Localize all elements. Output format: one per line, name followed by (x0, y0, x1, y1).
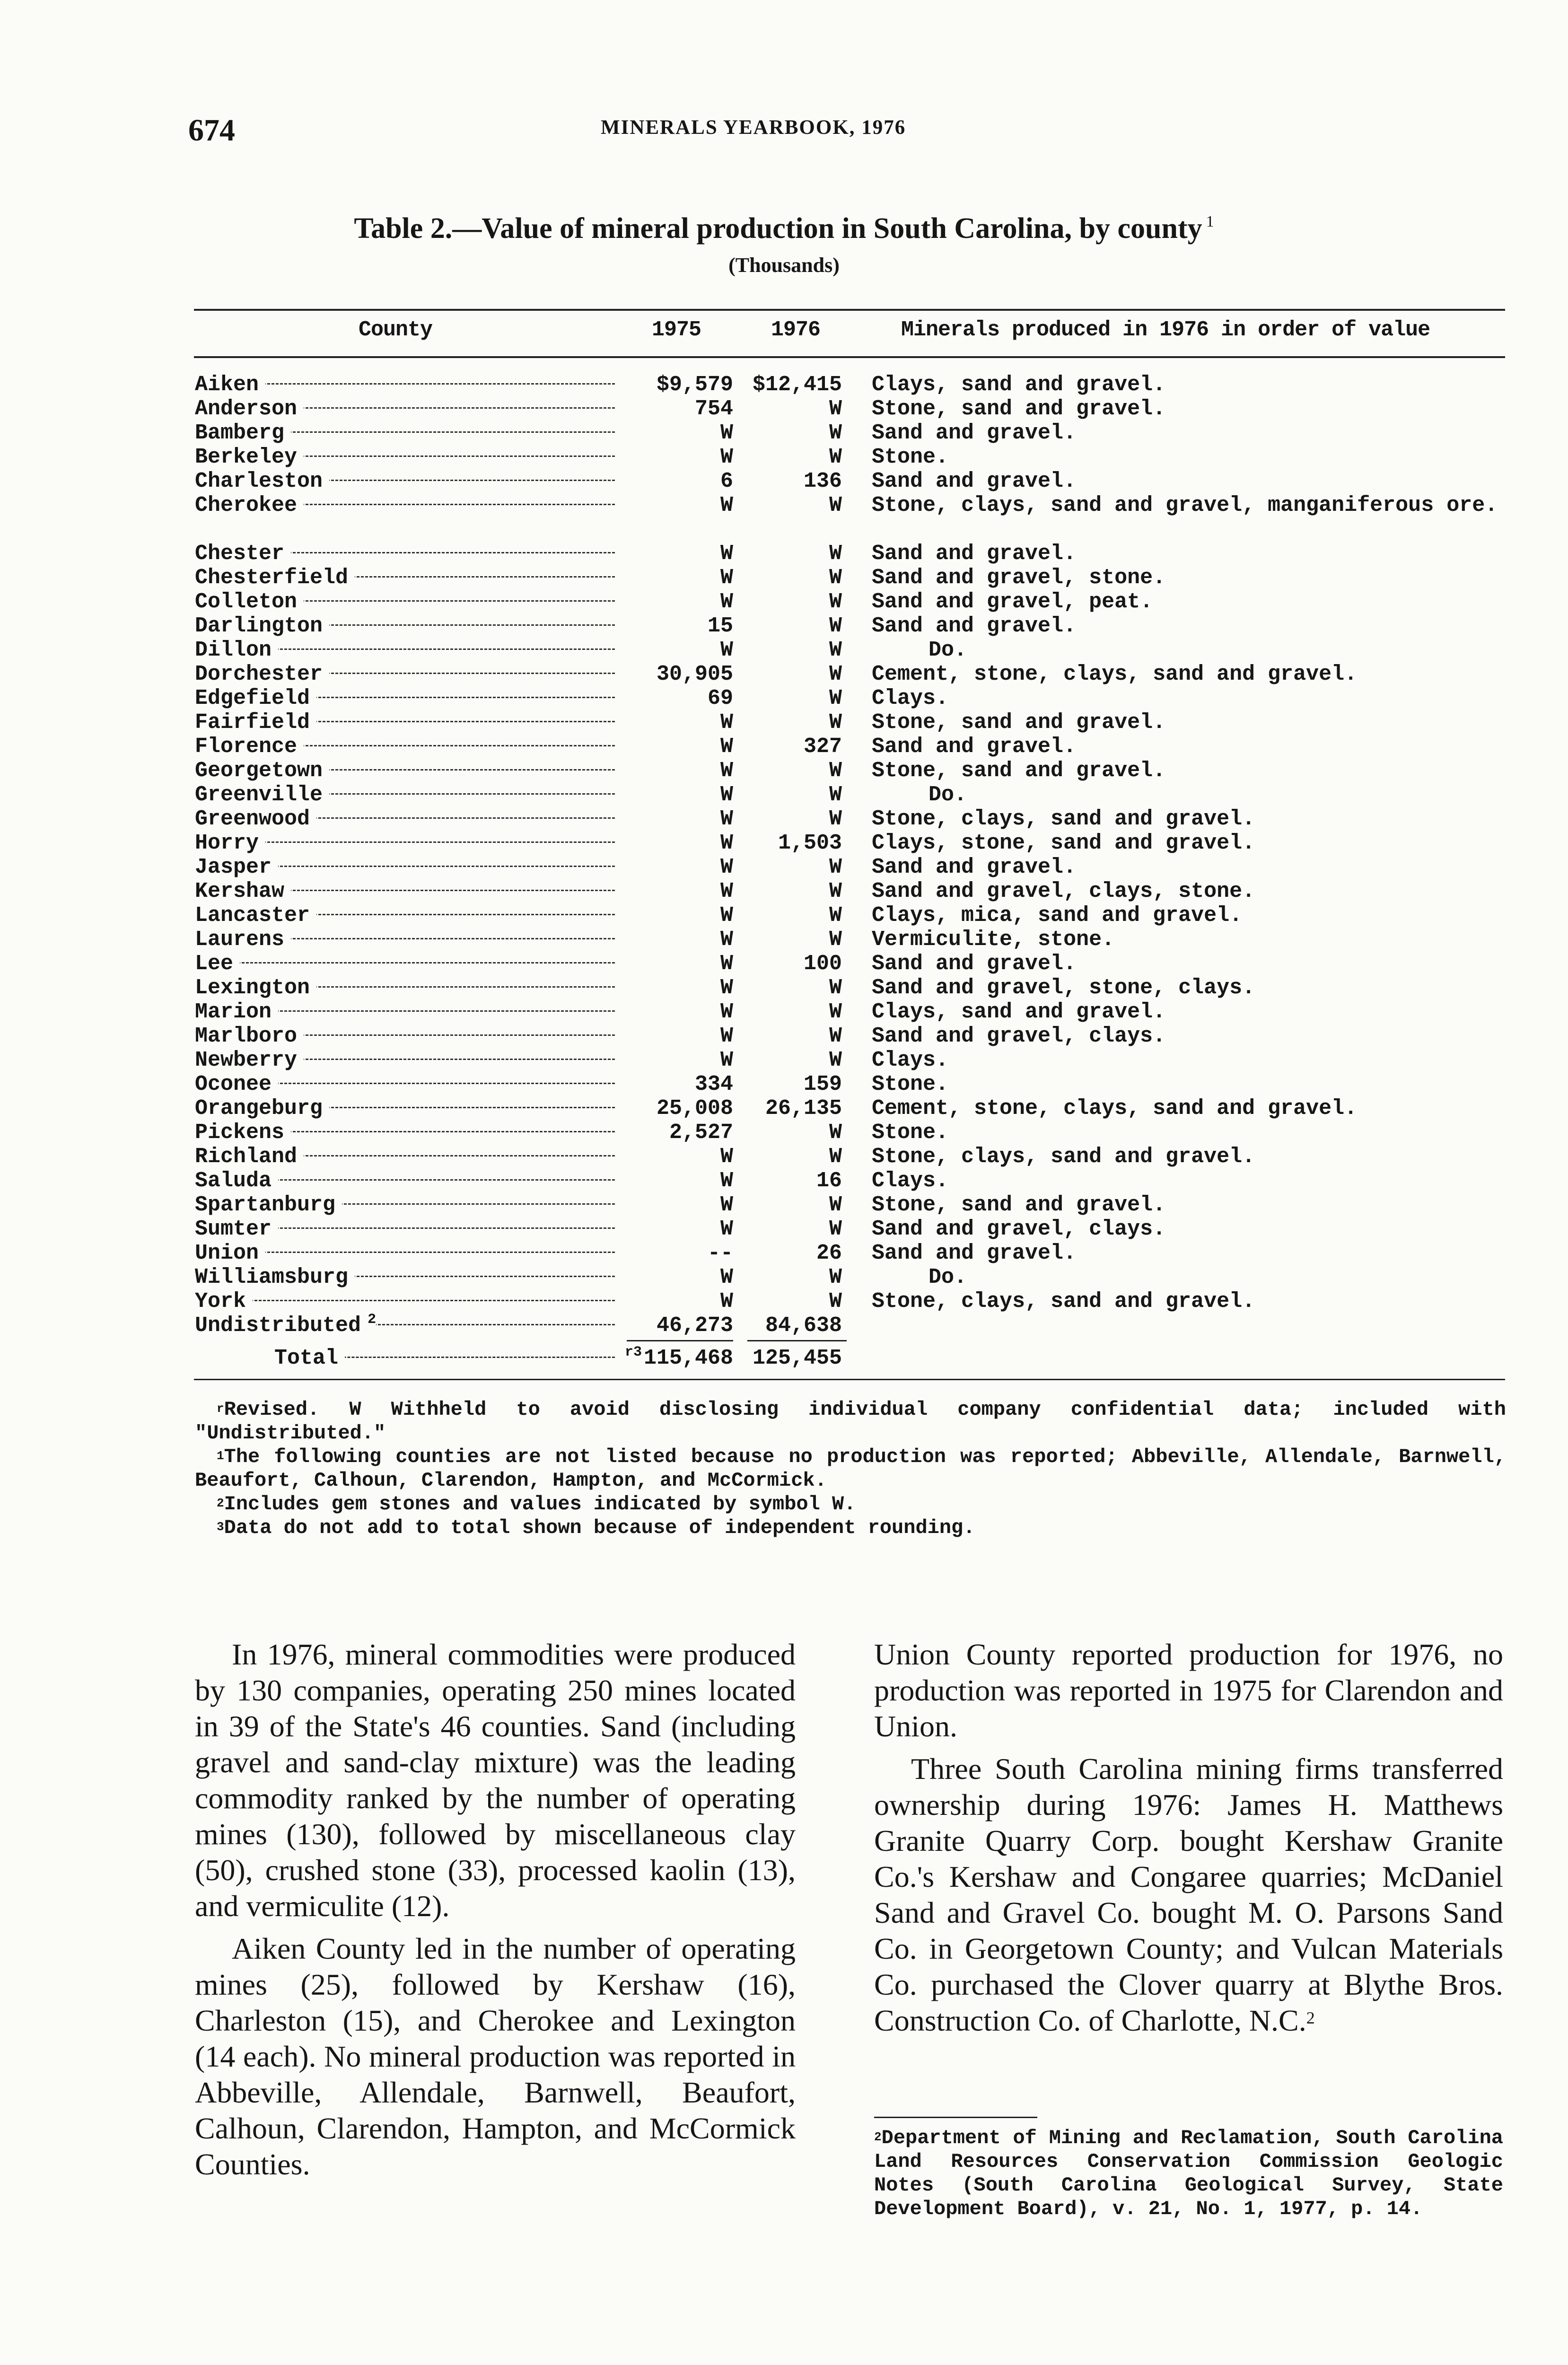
cell-1976: W (829, 855, 842, 879)
cell-1976: W (829, 614, 842, 638)
cell-minerals: Sand and gravel. (872, 855, 1077, 879)
cell-1975: W (720, 735, 733, 759)
cell-1976: 84,638 (765, 1314, 842, 1338)
cell-county: Lee (195, 952, 240, 976)
table-row (0, 783, 1568, 807)
table-row (0, 735, 1568, 759)
cell-1975: W (720, 807, 733, 831)
body-paragraph: Union County reported production for 1976, no production was reported in 1975 for Clarendon and Union. (874, 1638, 1503, 1743)
table-row (0, 1314, 1568, 1338)
body-column-left (195, 1637, 796, 2189)
text-footnote (874, 2126, 1503, 2221)
cell-county: Chesterfield (195, 566, 355, 590)
cell-minerals: Sand and gravel. (872, 421, 1077, 445)
cell-1976: 26 (816, 1241, 842, 1265)
cell-1975: W (720, 759, 733, 783)
cell-county: Williamsburg (195, 1265, 355, 1289)
cell-county: Oconee (195, 1072, 278, 1096)
cell-1975: W (720, 1024, 733, 1048)
cell-1976: W (829, 662, 842, 686)
footnote-mark: 2 (217, 1496, 224, 1510)
cell-county: Chester (195, 542, 291, 566)
table-row (0, 662, 1568, 686)
cell-1976: W (829, 686, 842, 710)
cell-1975: 25,008 (656, 1096, 733, 1121)
footnote-text: Revised. W Withheld to avoid disclosing individual company confidential data; included with "Undistributed." (195, 1398, 1506, 1445)
cell-minerals: Sand and gravel. (872, 614, 1077, 638)
table-row (0, 566, 1568, 590)
cell-minerals: Sand and gravel, clays. (872, 1024, 1166, 1048)
cell-county: Cherokee (195, 493, 304, 517)
cell-1976: W (829, 421, 842, 445)
table-row (0, 1169, 1568, 1193)
cell-1975: W (720, 1169, 733, 1193)
table-subtitle: (Thousands) (728, 254, 840, 277)
cell-minerals: Do. (929, 638, 967, 662)
cell-1976: W (829, 903, 842, 928)
cell-county: Lexington (195, 976, 316, 1000)
cell-county: Georgetown (195, 759, 329, 783)
cell-county: Lancaster (195, 903, 316, 928)
cell-1975: W (720, 638, 733, 662)
total-1976: 125,455 (752, 1346, 842, 1370)
cell-1975: $9,579 (656, 373, 733, 397)
table-row (0, 928, 1568, 952)
table-row (0, 373, 1568, 397)
cell-county: Fairfield (195, 710, 316, 735)
cell-1975: W (720, 976, 733, 1000)
cell-county: Dorchester (195, 662, 329, 686)
table-row (0, 710, 1568, 735)
total-rule-1976 (747, 1340, 847, 1341)
cell-1975: W (720, 903, 733, 928)
cell-minerals: Stone, sand and gravel. (872, 710, 1166, 735)
cell-1975: W (720, 831, 733, 855)
cell-county: Newberry (195, 1048, 304, 1072)
cell-1976: W (829, 976, 842, 1000)
cell-1976: W (829, 928, 842, 952)
total-rule-1975 (627, 1340, 733, 1341)
footnote-text: The following counties are not listed because no production was reported; Abbeville, Allendale, Barnwell, Beaufort, Calhoun, Clarendon, Hampton, and McCormick. (195, 1445, 1506, 1492)
table-footnote (195, 1398, 1506, 1445)
cell-minerals: Stone, sand and gravel. (872, 759, 1166, 783)
cell-1976: 1,503 (778, 831, 842, 855)
cell-county: Anderson (195, 397, 304, 421)
cell-minerals: Sand and gravel, clays. (872, 1217, 1166, 1241)
cell-1976: 159 (803, 1072, 842, 1096)
cell-1976: W (829, 566, 842, 590)
cell-1975: W (720, 1289, 733, 1314)
cell-minerals: Clays. (872, 1048, 949, 1072)
cell-county: York (195, 1289, 253, 1314)
cell-minerals: Sand and gravel. (872, 469, 1077, 493)
table-row (0, 686, 1568, 710)
cell-county: Spartanburg (195, 1193, 342, 1217)
table-title-text: Table 2.—Value of mineral production in South Carolina, by county (354, 212, 1202, 245)
cell-1976: W (829, 1000, 842, 1024)
cell-1976: W (829, 759, 842, 783)
cell-county: Horry (195, 831, 265, 855)
cell-1976: 100 (803, 952, 842, 976)
cell-county: Pickens (195, 1121, 291, 1145)
cell-county: Saluda (195, 1169, 278, 1193)
cell-1975: W (720, 542, 733, 566)
cell-county: Marlboro (195, 1024, 304, 1048)
cell-1976: $12,415 (752, 373, 842, 397)
cell-minerals: Clays, mica, sand and gravel. (872, 903, 1243, 928)
page-number: 674 (188, 113, 235, 148)
cell-county: Union (195, 1241, 265, 1265)
footnote-reference: 2 (1306, 2008, 1315, 2027)
table-row (0, 831, 1568, 855)
cell-minerals: Stone, clays, sand and gravel. (872, 807, 1255, 831)
cell-minerals: Do. (929, 1265, 967, 1289)
table-row (0, 1121, 1568, 1145)
column-header-county: County (359, 318, 433, 342)
cell-minerals: Stone, sand and gravel. (872, 1193, 1166, 1217)
footnote-text: Department of Mining and Reclamation, South Carolina Land Resources Conservation Commission Geologic Notes (South Carolina Geological Survey, State Development Board), v. 21, No. 1, 1977, p. 14. (874, 2127, 1503, 2220)
table-title-footnote-mark: 1 (1206, 213, 1214, 230)
body-paragraph: In 1976, mineral commodities were produced by 130 companies, operating 250 mines located in 39 of the State's 46 counties. Sand (including gravel and sand-clay mixture) was the leading commodity ranked by the number of operating mines (130), followed by miscellaneous clay (50), crushed stone (33), processed kaolin (13), and vermiculite (12). (195, 1638, 796, 1923)
cell-county: Greenwood (195, 807, 316, 831)
table-bottom-rule (194, 1379, 1505, 1380)
cell-1976: W (829, 710, 842, 735)
cell-county: Florence (195, 735, 304, 759)
table-row (0, 1024, 1568, 1048)
leader-dots (195, 952, 615, 976)
cell-1976: W (829, 783, 842, 807)
cell-1976: 327 (803, 735, 842, 759)
column-header-minerals: Minerals produced in 1976 in order of value (901, 318, 1430, 342)
cell-1976: W (829, 1217, 842, 1241)
cell-minerals: Cement, stone, clays, sand and gravel. (872, 662, 1358, 686)
cell-1975: W (720, 952, 733, 976)
column-header-1975: 1975 (652, 318, 701, 342)
footnote-mark: 2 (874, 2130, 882, 2144)
table-top-rule (194, 309, 1505, 311)
cell-county: Darlington (195, 614, 329, 638)
table-row (0, 638, 1568, 662)
cell-minerals: Stone, sand and gravel. (872, 397, 1166, 421)
table-footnote (195, 1445, 1506, 1492)
cell-1975: W (720, 1265, 733, 1289)
cell-1975: 46,273 (656, 1314, 733, 1338)
cell-1975: W (720, 421, 733, 445)
cell-county: Charleston (195, 469, 329, 493)
cell-1976: W (829, 445, 842, 469)
cell-county: Edgefield (195, 686, 316, 710)
cell-1976: 26,135 (765, 1096, 842, 1121)
cell-1975: 754 (694, 397, 733, 421)
table-row (0, 493, 1568, 517)
cell-minerals: Sand and gravel. (872, 952, 1077, 976)
cell-county: Berkeley (195, 445, 304, 469)
cell-minerals: Sand and gravel, clays, stone. (872, 879, 1255, 903)
cell-1975: W (720, 879, 733, 903)
cell-1976: W (829, 1048, 842, 1072)
table-row (0, 397, 1568, 421)
cell-minerals: Stone. (872, 1072, 949, 1096)
cell-1975: W (720, 1048, 733, 1072)
cell-1976: W (829, 638, 842, 662)
cell-1975: W (720, 493, 733, 517)
table-header-rule (194, 356, 1505, 358)
cell-1975: -- (707, 1241, 733, 1265)
body-paragraph (874, 1751, 1503, 2039)
table-row (0, 976, 1568, 1000)
cell-1975: 6 (720, 469, 733, 493)
cell-1976: W (829, 397, 842, 421)
cell-minerals: Stone, clays, sand and gravel. (872, 1145, 1255, 1169)
cell-1976: W (829, 807, 842, 831)
cell-1975: 30,905 (656, 662, 733, 686)
table-row (0, 879, 1568, 903)
cell-1975: 2,527 (669, 1121, 733, 1145)
table-row (0, 903, 1568, 928)
cell-minerals: Clays. (872, 1169, 949, 1193)
table-footnote (195, 1516, 1506, 1540)
cell-1976: W (829, 1121, 842, 1145)
table-title (0, 212, 1568, 245)
table-row (0, 1096, 1568, 1121)
cell-1975: W (720, 855, 733, 879)
leader-dots (195, 1289, 615, 1314)
body-paragraph: Aiken County led in the number of operating mines (25), followed by Kershaw (16), Charleston (15), and Cherokee and Lexington (14 each). No mineral production was reported in Abbeville, Allendale, Barnwell, Beaufort, Calhoun, Clarendon, Hampton, and McCormick Counties. (195, 1932, 796, 2181)
table-footnote (195, 1492, 1506, 1516)
table-row (0, 1265, 1568, 1289)
cell-minerals: Sand and gravel. (872, 735, 1077, 759)
table-row (0, 1048, 1568, 1072)
body-paragraph-text: Three South Carolina mining firms transferred ownership during 1976: James H. Matthews Granite Quarry Corp. bought Kershaw Granite Co.'s Kershaw and Congaree quarries; McDaniel Sand and Gravel Co. bought M. O. Parsons Sand Co. in Georgetown County; and Vulcan Materials Co. purchased the Clover quarry at Blythe Bros. Construction Co. of Charlotte, N.C. (874, 1752, 1503, 2037)
cell-minerals: Cement, stone, clays, sand and gravel. (872, 1096, 1358, 1121)
cell-county: Undistributed $^2$ (195, 1312, 377, 1338)
cell-minerals: Stone. (872, 445, 949, 469)
body-column-right (874, 1637, 1503, 2045)
cell-1975: 334 (694, 1072, 733, 1096)
table-row (0, 855, 1568, 879)
table-row (0, 1289, 1568, 1314)
cell-1975: 15 (707, 614, 733, 638)
footnote-text: Includes gem stones and values indicated by symbol W. (224, 1493, 856, 1515)
cell-minerals: Clays, stone, sand and gravel. (872, 831, 1255, 855)
table-footnotes (195, 1398, 1506, 1540)
cell-1975: W (720, 1193, 733, 1217)
cell-county: Marion (195, 1000, 278, 1024)
cell-minerals: Sand and gravel. (872, 542, 1077, 566)
column-header-1976: 1976 (771, 318, 821, 342)
table-row (0, 469, 1568, 493)
cell-1975: W (720, 590, 733, 614)
cell-1975: W (720, 928, 733, 952)
table-row (0, 614, 1568, 638)
cell-minerals: Stone, clays, sand and gravel, manganiferous ore. (872, 493, 1498, 517)
table-row (0, 759, 1568, 783)
cell-county: Bamberg (195, 421, 291, 445)
cell-county: Richland (195, 1145, 304, 1169)
cell-minerals: Clays. (872, 686, 949, 710)
cell-minerals: Clays, sand and gravel. (872, 373, 1166, 397)
footnote-rule (874, 2117, 1037, 2118)
cell-county: Laurens (195, 928, 291, 952)
cell-county: Jasper (195, 855, 278, 879)
cell-county: Greenville (195, 783, 329, 807)
table-total-row (0, 1346, 1568, 1370)
table-row (0, 421, 1568, 445)
cell-1976: 16 (816, 1169, 842, 1193)
cell-1975: 69 (707, 686, 733, 710)
table-row (0, 1241, 1568, 1265)
cell-1975: W (720, 1145, 733, 1169)
cell-minerals: Clays, sand and gravel. (872, 1000, 1166, 1024)
table-row (0, 445, 1568, 469)
cell-1975: W (720, 710, 733, 735)
footnote-mark: 2 (368, 1312, 377, 1328)
table-row (0, 1000, 1568, 1024)
cell-minerals: Sand and gravel. (872, 1241, 1077, 1265)
cell-1976: W (829, 493, 842, 517)
table-row (0, 952, 1568, 976)
cell-county: Sumter (195, 1217, 278, 1241)
cell-minerals: Vermiculite, stone. (872, 928, 1115, 952)
cell-1975: W (720, 445, 733, 469)
cell-1976: W (829, 542, 842, 566)
cell-1976: W (829, 1193, 842, 1217)
cell-1975: W (720, 1217, 733, 1241)
cell-minerals: Sand and gravel, peat. (872, 590, 1153, 614)
cell-1976: W (829, 1265, 842, 1289)
table-row (0, 1193, 1568, 1217)
footnote-text: Data do not add to total shown because of independent rounding. (224, 1516, 975, 1539)
table-row (0, 542, 1568, 566)
cell-1976: W (829, 1289, 842, 1314)
cell-1976: W (829, 1024, 842, 1048)
footnote-mark: 1 (217, 1449, 224, 1463)
table-row (0, 590, 1568, 614)
cell-county: Dillon (195, 638, 278, 662)
cell-1976: 136 (803, 469, 842, 493)
table-row (0, 807, 1568, 831)
cell-1976: W (829, 1145, 842, 1169)
table-row (0, 1145, 1568, 1169)
cell-county: Aiken (195, 373, 265, 397)
cell-minerals: Stone. (872, 1121, 949, 1145)
total-1975: $^{r3}$115,468 (624, 1344, 733, 1370)
cell-1975: W (720, 783, 733, 807)
cell-minerals: Sand and gravel, stone. (872, 566, 1166, 590)
cell-minerals: Stone, clays, sand and gravel. (872, 1289, 1255, 1314)
footnote-mark: r (217, 1401, 224, 1416)
cell-county: Orangeburg (195, 1096, 329, 1121)
cell-1975: W (720, 1000, 733, 1024)
cell-county: Colleton (195, 590, 304, 614)
running-head: MINERALS YEARBOOK, 1976 (601, 116, 906, 139)
cell-minerals: Sand and gravel, stone, clays. (872, 976, 1255, 1000)
footnote-mark: 3 (217, 1520, 224, 1534)
table-row (0, 1217, 1568, 1241)
total-label: Total (274, 1346, 345, 1370)
cell-1976: W (829, 879, 842, 903)
cell-1975: W (720, 566, 733, 590)
cell-minerals: Do. (929, 783, 967, 807)
cell-county: Kershaw (195, 879, 291, 903)
table-row (0, 1072, 1568, 1096)
cell-1976: W (829, 590, 842, 614)
